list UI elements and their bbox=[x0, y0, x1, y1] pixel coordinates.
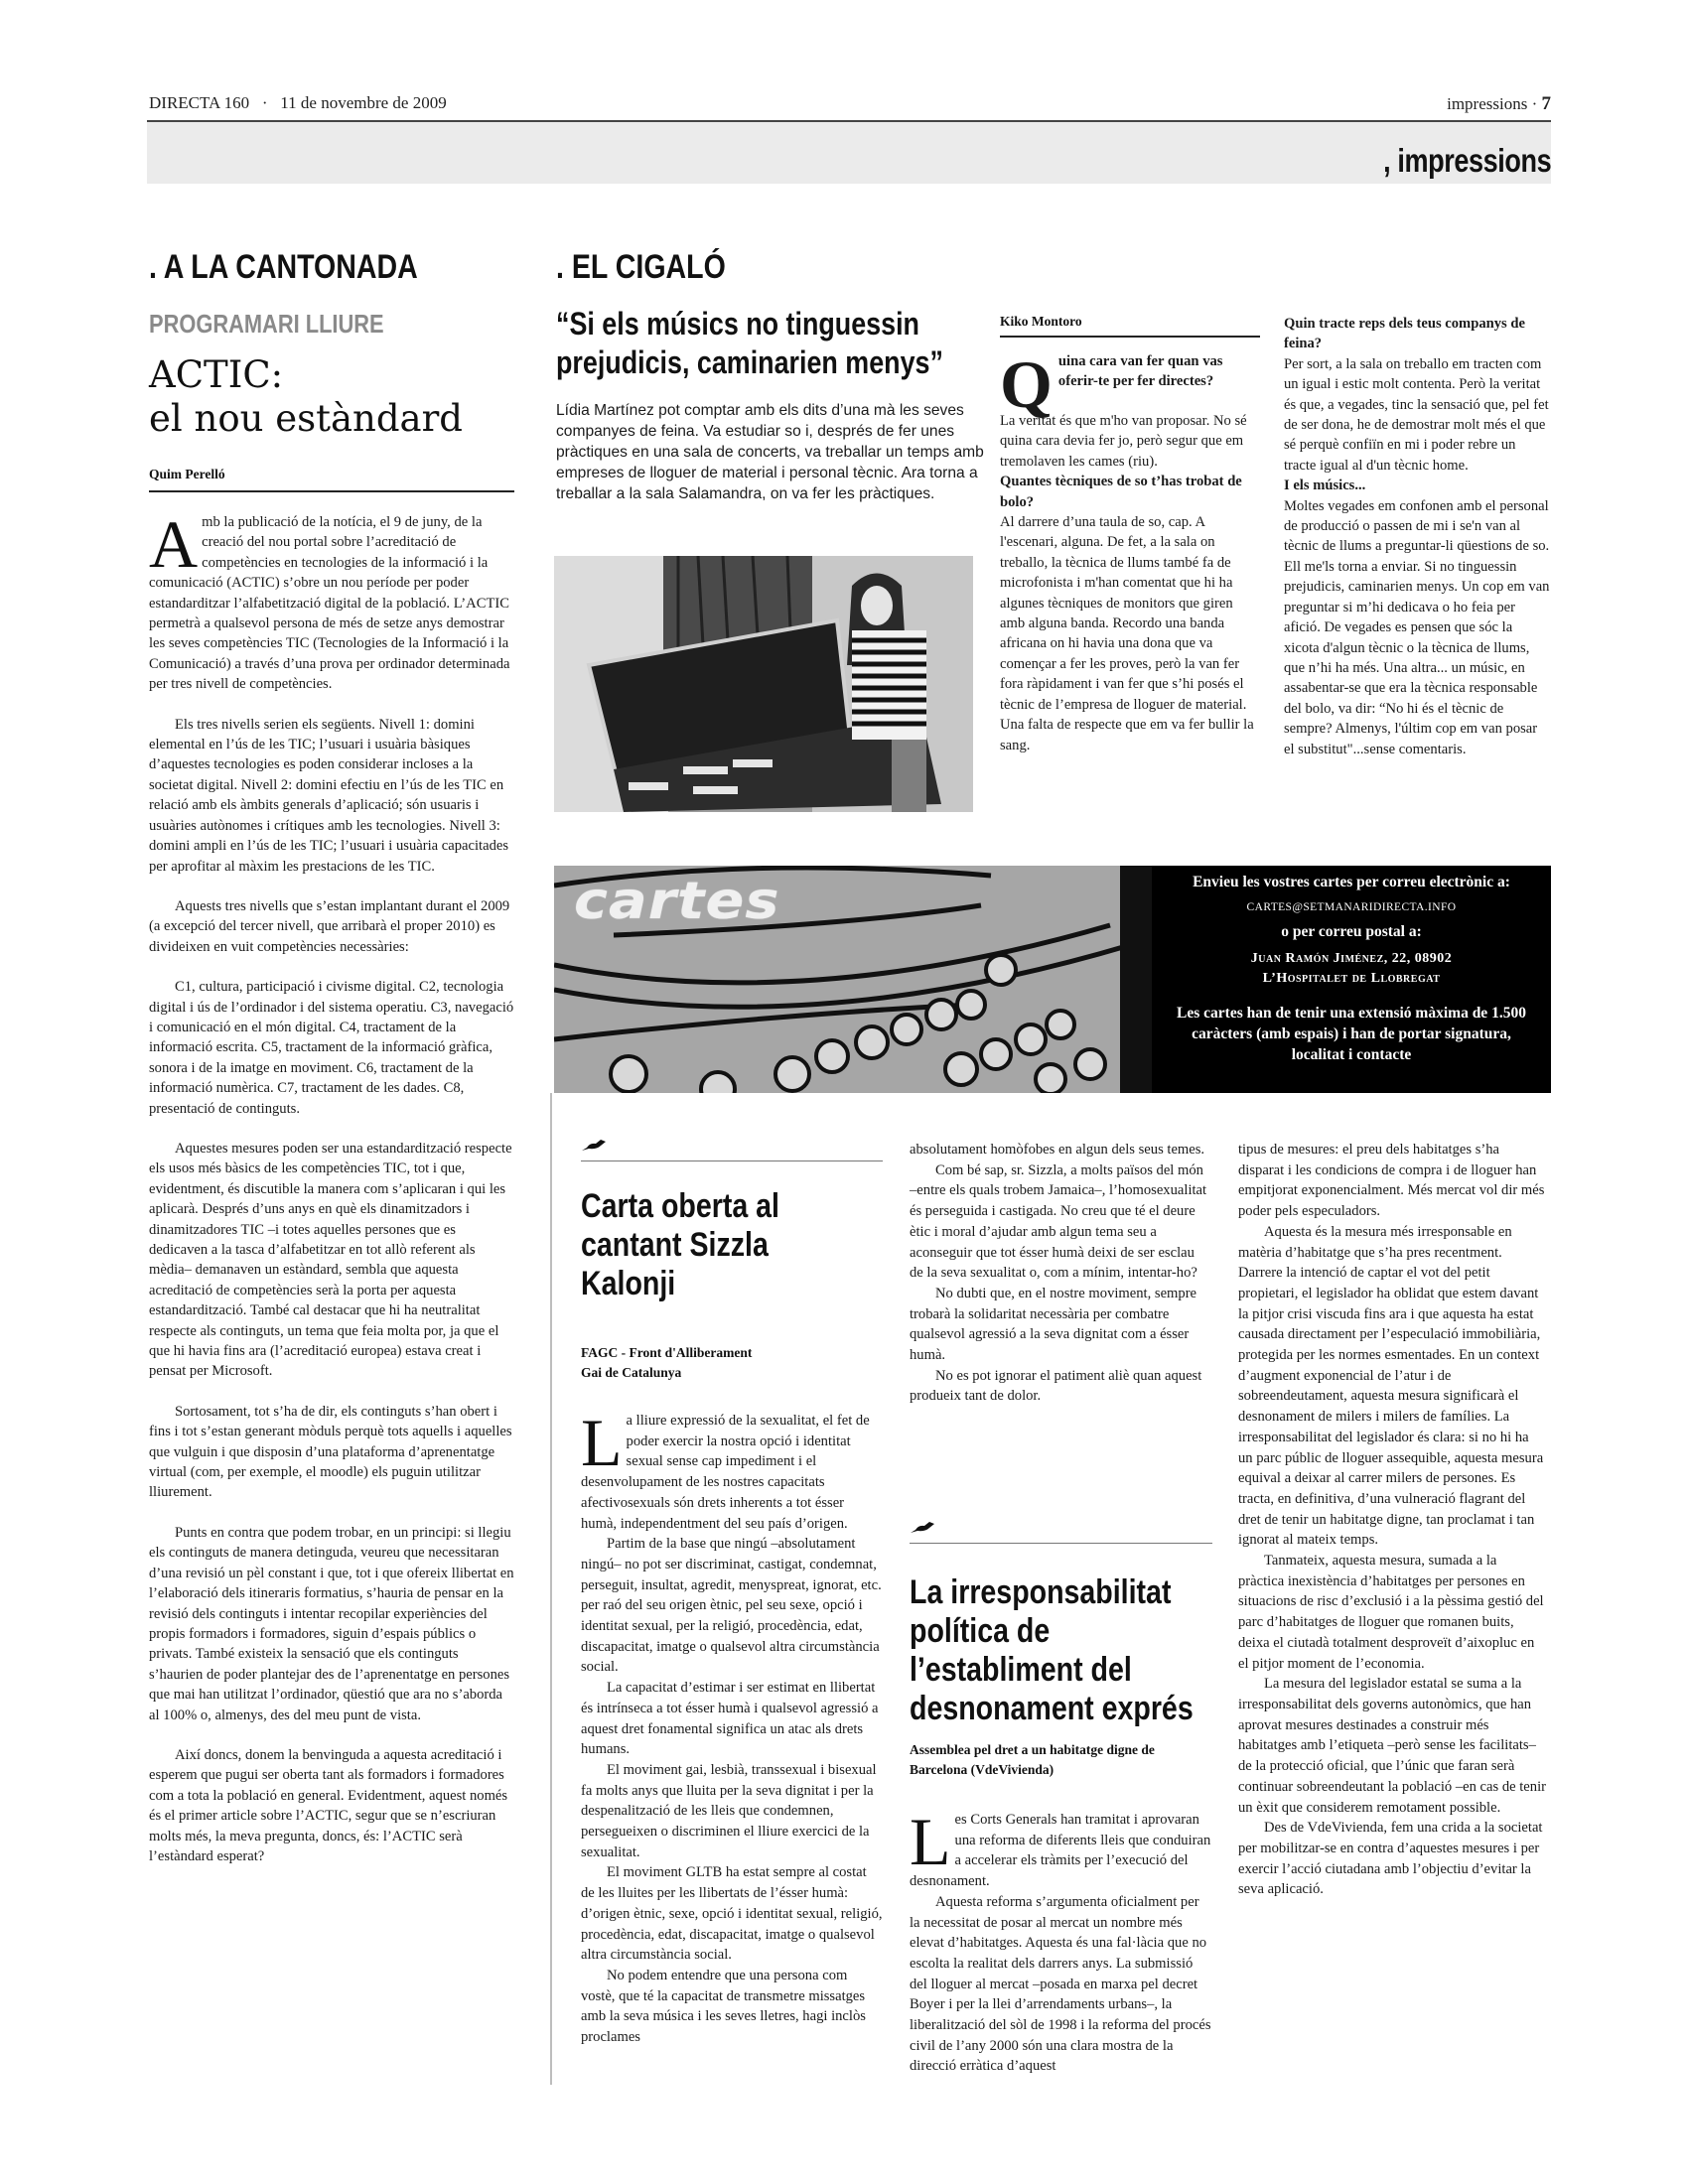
paragraph: Les Corts Generals han tramitat i aprovaran una reforma de diferents lleis que conduiran a accelerar els tràmits per l’execució del desnonament. bbox=[910, 1804, 1211, 1890]
section-band bbox=[147, 122, 1551, 184]
section-kicker: . EL CIGALÓ bbox=[556, 248, 726, 286]
qa-question: I els músics... bbox=[1284, 478, 1366, 494]
bird-icon bbox=[581, 1137, 607, 1157]
qa-answer: Per sort, a la sala on treballo em tracten com un igual i estic molt contenta. Però la veritat és que, a vegades, tinc la sensació que, pel fet de ser dona, he de demostrar molt més el que sé perquè confiïn en mi i poder rebre un tracte igual al d'un tècnic home. bbox=[1284, 355, 1549, 474]
letter-sizzla bbox=[581, 1137, 883, 2048]
qa-question: Quin tracte reps dels teus companys de feina? bbox=[1284, 316, 1525, 352]
paragraph: Sortosament, tot s’ha de dir, els continguts s’han obert i fins i tot s’estan generant mòduls perquè tots aquells i aquelles que vulguin i que disposin d’una plataforma d’aprenentatge virtual (com, per exemple, el moodle) els puguin utilitzar lliurement. bbox=[149, 1403, 512, 1501]
dropcap: A bbox=[149, 506, 199, 582]
postal-address bbox=[1152, 949, 1551, 989]
letter-desnonament-continued bbox=[1238, 1140, 1546, 1900]
letters-frame-rule bbox=[550, 1093, 552, 2085]
paragraph: Tanmateix, aquesta mesura, sumada a la pràctica inexistència d’habitatges per persones en situacions de risc d’exclusió i a la pèssima gestió del parc d’habitatges de lloguer que romanen buits, deixa el ciutadà totalment desproveït d’aixopluc en el pitjor moment de l’economia. bbox=[1238, 1553, 1544, 1672]
letter-sizzla-continued bbox=[910, 1140, 1207, 1407]
byline-rule bbox=[149, 490, 514, 492]
article-actic bbox=[149, 248, 514, 1886]
cartes-banner-title: cartes bbox=[574, 872, 780, 931]
paragraph: No es pot ignorar el patiment aliè quan aquest produeix tant de dolor. bbox=[910, 1367, 1202, 1405]
dropcap: L bbox=[910, 1804, 951, 1879]
paragraph: Partim de la base que ningú –absolutament ningú– no pot ser discriminat, castigat, condemnat, perseguit, insultat, agredit, menyspreat, ignorat, etc. per raó del seu origen ètnic, pel seu sexe, opció i identitat sexual, per la religió, procedència, edat, discapacitat, imatge o qualsevol altra circumstància social. bbox=[581, 1536, 882, 1676]
letter-headline: Carta oberta al cantant Sizzla Kalonji bbox=[581, 1187, 779, 1302]
paragraph: Aquesta reforma s’argumenta oficialment per la necessitat de posar al mercat un nombre més elevat d’habitatges. Aquesta és una fal·làcia que no escolta la realitat dels darrers anys. La submissió del lloguer al mercat –posada en marxa pel decret Boyer i per la llei d’arrendaments urbans–, la liberalització del sòl de 1998 i la reforma del procés civil de l’any 2000 són una clara mostra de la direcció erràtica d’aquest bbox=[910, 1893, 1211, 2075]
author-line: FAGC - Front d'Alliberament bbox=[581, 1345, 753, 1360]
qa-answer: La veritat és que m'ho van proposar. No sé quina cara devia fer jo, però segur que em tremolaven les cames (riu). bbox=[1000, 413, 1247, 470]
paragraph: El moviment gai, lesbià, transsexual i bisexual fa molts anys que lluita per la seva dignitat i per la despenalització de les lleis que condemnen, persegueixen o discriminen el lliure exercici de la sexualitat. bbox=[581, 1761, 877, 1860]
article-el-cigalo bbox=[556, 248, 993, 504]
qa-answer: Al darrere d’una taula de so, cap. A l'escenari, alguna. De fet, a la sala on treballo, la tècnica de llums també fa de microfonista i m'han comentat que hi ha algunes tècniques de monitors que giren amb alguna banda. Recordo una banda africana on hi havia una dona que va començar a fer les proves, però la van fer fora ràpidament i van fer que s’hi posés el tècnic de l’empresa de lloguer de material. Una falta de respecte que em va fer bullir la sang. bbox=[1000, 514, 1254, 753]
paragraph: No podem entendre que una persona com vostè, que té la capacitat de transmetre missatges amb la seva música i les seves lletres, hagi inclòs proclames bbox=[581, 1967, 866, 2046]
author-line: Gai de Catalunya bbox=[581, 1365, 682, 1380]
running-head bbox=[147, 91, 1551, 121]
interview-headline: “Si els músics no tinguessin prejudicis, caminarien menys” bbox=[556, 306, 943, 380]
paragraph: La lliure expressió de la sexualitat, el fet de poder exercir la nostra opció i identitat sexual sense cap impediment i el desenvolupament de les nostres capacitats afectivosexuals són drets inherents a tot ésser humà, independentment del seu país d’origen. bbox=[581, 1405, 870, 1532]
submission-rules: Les cartes han de tenir una extensió màxima de 1.500 caràcters (amb espais) i han de portar signatura, localitat i contacte bbox=[1177, 1005, 1526, 1063]
cartes-banner-image bbox=[554, 866, 1152, 1093]
publication-name: DIRECTA 160 bbox=[149, 93, 250, 112]
interview-photo bbox=[554, 556, 973, 812]
letter-body bbox=[910, 1804, 1212, 2077]
paragraph: Punts en contra que podem trobar, en un principi: si llegiu els continguts de manera detinguda, veureu que necessitaran d’una revisió un pèl constant i que, tot i que ofereix llibertat en l’elaboració dels itineraris formatius, s’hauria de pensar en la revisió dels continguts i intentar recopilar experiències del propis formadors i formadores, siguin d’espais públics o privats. També existeix la sensació que els continguts s’haurien de poder plantejar des de l’aprenentatge en persones que mai han utilitzat l’ordinador, qüestió que ara no s’aborda al 100% o, almenys, des del meu punt de vista. bbox=[149, 1524, 514, 1723]
paragraph: Aquests tres nivells que s’estan implantant durant el 2009 (a excepció del tercer nivell, que arribarà el proper 2010) es divideixen en vuit competències necessàries: bbox=[149, 897, 510, 955]
paragraph: absolutament homòfobes en algun dels seus temes. bbox=[910, 1142, 1205, 1158]
address-line: L’Hospitalet de Llobregat bbox=[1262, 971, 1441, 986]
address-line: Juan Ramón Jiménez, 22, 08902 bbox=[1250, 951, 1453, 966]
dropcap: Q bbox=[1000, 346, 1053, 422]
paragraph: tipus de mesures: el preu dels habitatges s’ha disparat i les condicions de compra i de lloguer han empitjorat exponencialment. Més mercat vol dir més poder pels especuladors. bbox=[1238, 1142, 1545, 1220]
interview-lede: Lídia Martínez pot comptar amb els dits d’una mà les seves companyes de feina. Va estudiar so i, després de fer unes pràctiques en una sala de concerts, va treballar un temps amb empreses de lloguer de material i personal tècnic. Ara torna a treballar a la sala Salamandra, on va fer les pràctiques. bbox=[556, 402, 984, 502]
letter-body bbox=[581, 1405, 883, 2048]
paragraph: El moviment GLTB ha estat sempre al costat de les lluites per les llibertats de l’ésser humà: d’origen ètnic, sexe, opció i identitat sexual, religió, procedència, edat, discapacitat, imatge o qualsevol altra circumstància social. bbox=[581, 1864, 883, 1964]
headline-line: el nou estàndard bbox=[149, 397, 463, 440]
letter-rule bbox=[910, 1543, 1212, 1544]
headline-line: ACTIC: bbox=[149, 353, 284, 396]
interview-column-1 bbox=[1000, 314, 1260, 755]
section-kicker: . A LA CANTONADA bbox=[149, 248, 418, 286]
postal-intro: o per correu postal a: bbox=[1281, 923, 1422, 940]
section-title: , impressions bbox=[1382, 142, 1551, 179]
dropcap: L bbox=[581, 1405, 623, 1480]
publication-date-line bbox=[149, 93, 447, 113]
letter-headline: La irresponsabilitat política de l’establiment del desnonament exprés bbox=[910, 1573, 1194, 1727]
cartes-submission-info bbox=[1152, 866, 1551, 1093]
separator: · bbox=[1531, 94, 1538, 113]
letter-desnonament bbox=[910, 1519, 1212, 2077]
letter-rule bbox=[581, 1160, 883, 1161]
letter-author bbox=[581, 1343, 883, 1383]
page-number: 7 bbox=[1541, 93, 1551, 114]
article-body bbox=[149, 506, 514, 1866]
paragraph: Amb la publicació de la notícia, el 9 de juny, de la creació del nou portal sobre l’acreditació de competències en tecnologies de la informació i la comunicació (ACTIC) s’obre un nou període per poder estandarditzar l’alfabetització digital de la població. L’ACTIC permetrà a qualsevol persona de més de setze anys demostrar les seves competències TIC (Tecnologies de la Informació i la Comunicació) a través d’una prova per ordinador determinada per tres nivell de competències. bbox=[149, 506, 510, 693]
paragraph: Aquestes mesures poden ser una estandardització respecte els usos més bàsics de les competències TIC, tot i que, evidentment, és discutible la manera com s’aplicaran i qui les aplicarà. Després d’uns anys en què els dinamitzadors i dinamitzadores TIC –i totes aquelles persones que es dedicaven a la tasca d’alfabetitzar en tot allò referent als mèdia– demanaven un estàndard, sembla que aquesta acreditació de competències serà la porta per aquesta estandardització. També cal destacar que hi ha neutralitat respecte als continguts, un tema que feia molta por, ja que el que hi havia fins ara (l’acreditació europea) estava creat i pensat per Microsoft. bbox=[149, 1140, 512, 1380]
qa-question: Quina cara van fer quan vas oferir-te per fer directes? bbox=[1000, 346, 1223, 422]
paragraph: Els tres nivells serien els següents. Nivell 1: domini elemental en l’ús de les TIC; l’usuari i usuària bàsiques d’aquestes tecnologies es poden considerar incloses a la societat digital. Nivell 2: domini efectiu en l’ús de les TIC en relació amb els àmbits generals d’aplicació; són usuaris i usuàries autònomes i crítiques amb les tecnologies. Nivell 3: domini ampli en l’ús de les TIC; l’usuari i usuària capacitades per aprofitar al màxim les prestacions de les TIC. bbox=[149, 716, 509, 875]
paragraph: Com bé sap, sr. Sizzla, a molts països del món –entre els quals trobem Jamaica–, l’homosexualitat és perseguida i castigada. No creu que té el deure ètic i moral d’ajudar amb algun tema seu a aconseguir que tot ésser humà deixi de ser esclau de la seva sexualitat o, com a mínim, intentar-ho? bbox=[910, 1161, 1207, 1282]
interview-byline: Kiko Montoro bbox=[1000, 314, 1082, 329]
letter-author: Assemblea pel dret a un habitatge digne de Barcelona (VdeVivienda) bbox=[910, 1742, 1155, 1777]
paragraph: Aquesta és la mesura més irresponsable en matèria d’habitatge que s’ha pres recentment. Darrere la intenció de captar el vot del petit propietari, el legislador ha oblidat que estem davant la pitjor crisi viscuda fins ara i que aquesta ha estat causada directament per l’especulació immobiliària, protegida per les normes esmentades. En un context d’augment exponencial de l’atur i de sobreendeutament, aquesta mesura significarà el desnonament de milers i milers de famílies. La irresponsabilitat del legislador és clara: si no hi ha un parc públic de lloguer assequible, aquesta mesura equival a deixar al carrer milers de persones. Es tracta, en definitiva, d’una vulneració flagrant del dret de tenir un habitatge digne, tan proclamat i tan ignorat al mateix temps. bbox=[1238, 1223, 1544, 1549]
section-label: impressions bbox=[1447, 94, 1528, 113]
bird-icon bbox=[910, 1519, 935, 1539]
email-address[interactable]: CARTES@SETMANARIDIRECTA.INFO bbox=[1246, 901, 1457, 913]
page-label bbox=[1447, 93, 1551, 115]
paragraph: No dubti que, en el nostre moviment, sempre trobarà la solidaritat necessària per combatre qualsevol agressió a la seva dignitat com a ésser humà. bbox=[910, 1285, 1197, 1364]
qa-answer: Moltes vegades em confonen amb el personal de producció o passen de mi i se'n van al tècnic de llums a preguntar-li qüestions de so. Ell me'ls torna a enviar. Si no tinguessin prejudicis, caminarien menys. Un cop em van preguntar si m’hi dedicava o ho feia per afició. De vegades es pensen que sóc la xicota d'algun tècnic o la tècnica de llums, que n’hi ha més. Una altra... un músic, en assabentar-se que era la tècnica responsable del bolo, va dir: “No hi és el tècnic de sempre? Almenys, l'últim cop em van posar el substitut"...sense comentaris. bbox=[1284, 497, 1550, 757]
separator: · bbox=[261, 93, 268, 112]
interview-body bbox=[1284, 314, 1550, 759]
photo-illustration bbox=[554, 556, 973, 812]
qa-question: Quantes tècniques de so t’has trobat de bolo? bbox=[1000, 474, 1242, 510]
article-subhead: PROGRAMARI LLIURE bbox=[149, 309, 384, 339]
byline-rule bbox=[1000, 336, 1260, 338]
paragraph: La capacitat d’estimar i ser estimat en llibertat és intrínseca a tot ésser humà i qualsevol agressió a aquest dret fonamental significa un atac als drets humans. bbox=[581, 1680, 879, 1758]
interview-body bbox=[1000, 346, 1260, 755]
paragraph: Així doncs, donem la benvinguda a aquesta acreditació i esperem que pugui ser oberta tant als formadors i formadores com a tota la població en general. Evidentment, aquest només és el primer article sobre l’ACTIC, segur que se n’escriuran molts més, la meva pregunta, doncs, és: l’ACTIC serà l’estàndard esperat? bbox=[149, 1746, 508, 1864]
byline: Quim Perelló bbox=[149, 467, 225, 481]
issue-date: 11 de novembre de 2009 bbox=[280, 93, 447, 112]
interview-column-2 bbox=[1284, 314, 1550, 759]
email-intro: Envieu les vostres cartes per correu electrònic a: bbox=[1193, 874, 1510, 890]
article-headline bbox=[149, 353, 514, 441]
paragraph: Des de VdeVivienda, fem una crida a la societat per mobilitzar-se en contra d’aquestes mesures i per exercir l’acció ciutadana amb l’objectiu d’evitar la seva aplicació. bbox=[1238, 1820, 1543, 1898]
paragraph: C1, cultura, participació i civisme digital. C2, tecnologia digital i ús de l’ordinador i del sistema operatiu. C3, navegació i comunicació en el món digital. C4, tractament de la informació escrita. C5, tractament de la informació gràfica, sonora i de la imatge en moviment. C6, tractament de la informació numèrica. C7, tractament de les dades. C8, presentació de continguts. bbox=[149, 979, 514, 1117]
paragraph: La mesura del legislador estatal se suma a la irresponsabilitat dels governs autonòmics, que han aprovat mesures destinades a construir més habitatges amb l’etiqueta –però sense les facilitats– de la protecció oficial, que l’únic que faran serà continuar sobreendeutant la població –en cas de tenir un èxit que considerem remotament possible. bbox=[1238, 1676, 1546, 1816]
